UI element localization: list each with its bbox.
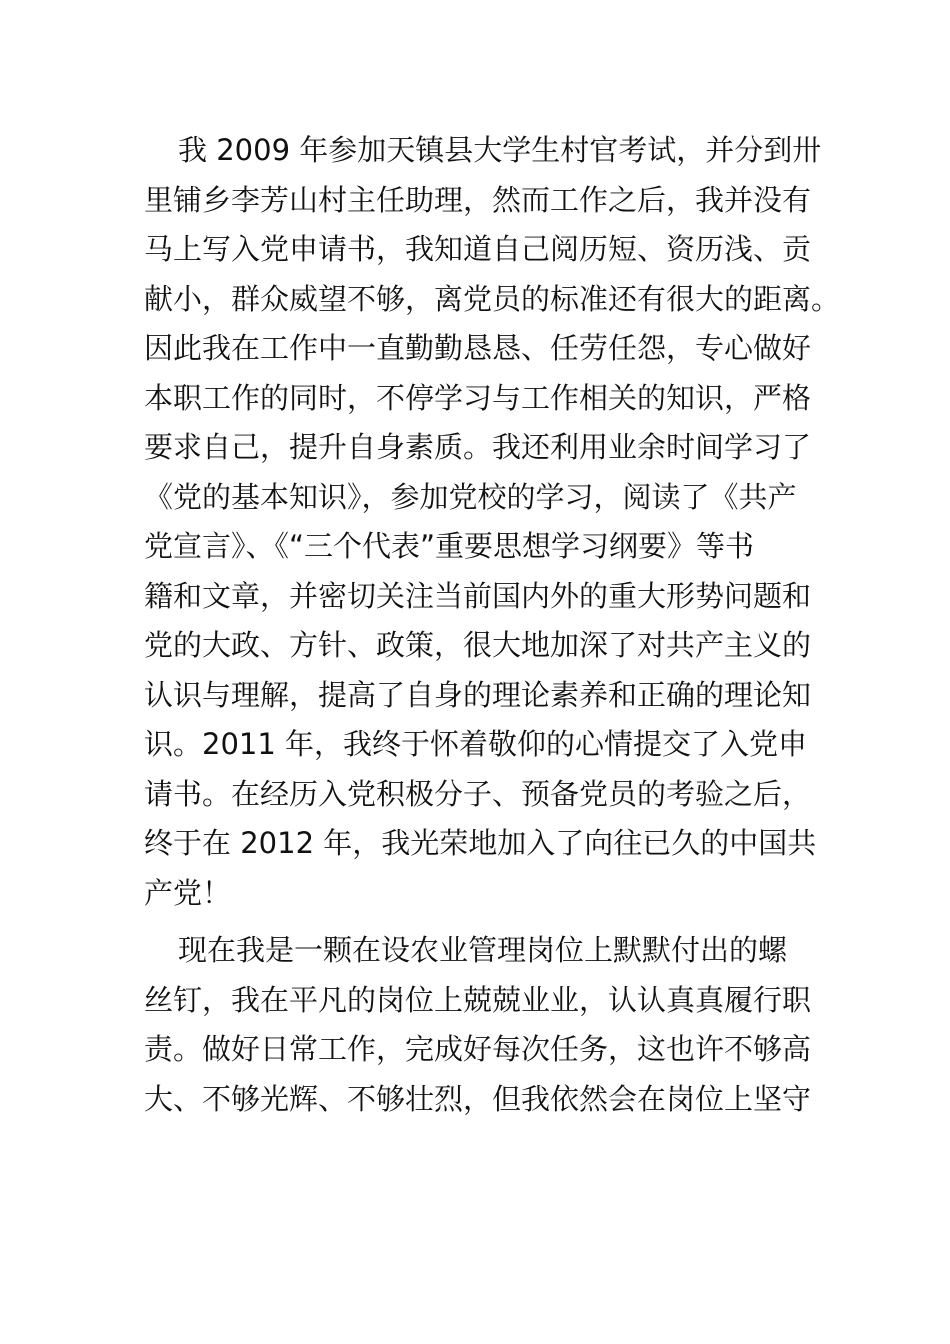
paragraph-line: 要求自己，提升自身素质。我还利用业余时间学习了 [144,430,812,464]
paragraph-line: 本职工作的同时，不停学习与工作相关的知识，严格 [144,380,812,415]
paragraph-line: 产党！ [144,875,232,910]
paragraph-2 [144,926,824,1124]
paragraph-line: 请书。在经历入党积极分子、预备党员的考验之后， [144,776,812,811]
paragraph-line: 《党的基本知识》，参加党校的学习，阅读了《共产 [144,479,797,514]
paragraph-line: 终于在 2012 年，我光荣地加入了向往已久的中国共 [144,826,817,860]
paragraph-line: 献小，群众威望不够，离党员的标准还有很大的距离。 [144,281,841,316]
paragraph-line: 党的大政、方针、政策，很大地加深了对共产主义的 [144,628,812,662]
paragraph-line: 我 2009 年参加天镇县大学生村官考试，并分到卅 [178,133,822,167]
paragraph-line: 因此我在工作中一直勤勤恳恳、任劳任怨，专心做好 [144,331,812,365]
paragraph-line: 认识与理解，提高了自身的理论素养和正确的理论知 [144,677,812,712]
paragraph-1 [144,126,841,918]
paragraph-line: 丝钉，我在平凡的岗位上兢兢业业，认认真真履行职 [144,982,812,1017]
paragraph-line: 里铺乡李芳山村主任助理，然而工作之后，我并没有 [144,182,812,217]
document-body [144,126,841,1132]
paragraph-line: 大、不够光辉、不够壮烈，但我依然会在岗位上坚守 [144,1081,812,1116]
paragraph-line: 马上写入党申请书，我知道自己阅历短、资历浅、贡 [144,232,812,266]
paragraph-line: 党宣言》、《“三个代表”重要思想学习纲要》等书 [144,529,755,563]
paragraph-line: 现在我是一颗在设农业管理岗位上默默付出的螺 [178,933,788,967]
paragraph-line: 责。做好日常工作，完成好每次任务，这也许不够高 [144,1032,812,1066]
paragraph-line: 籍和文章，并密切关注当前国内外的重大形势问题和 [144,578,812,613]
paragraph-line: 识。2011 年，我终于怀着敬仰的心情提交了入党申 [144,727,808,761]
